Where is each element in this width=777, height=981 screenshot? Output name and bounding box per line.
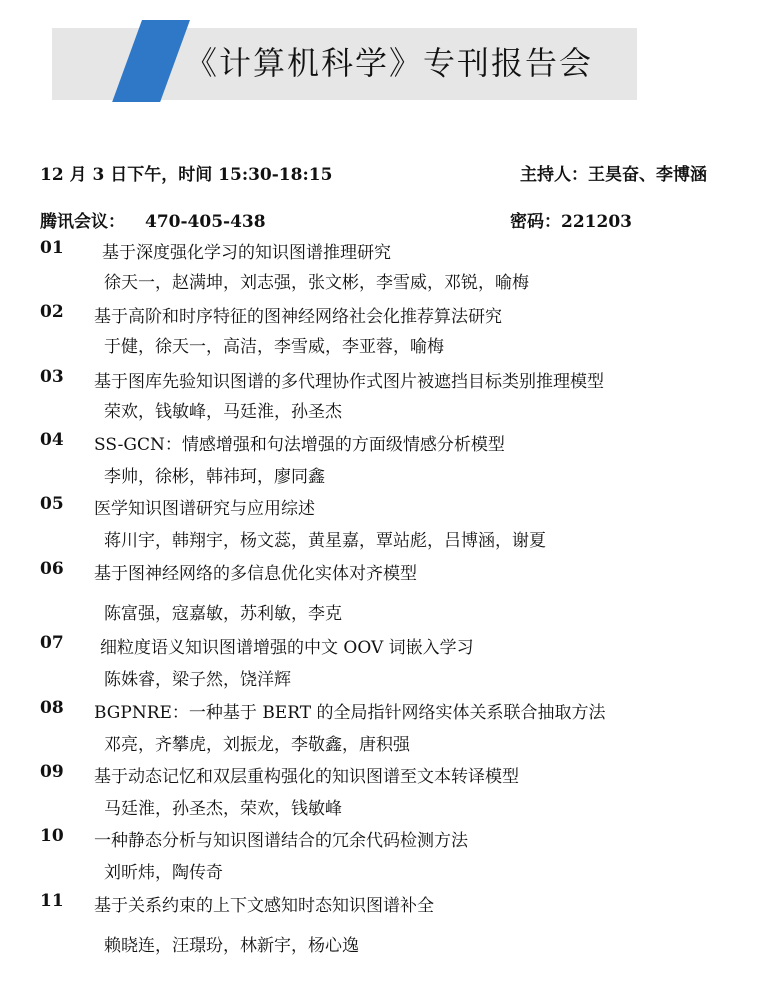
page-title: 《计算机科学》专刊报告会	[185, 44, 594, 82]
paper-number: 02	[40, 302, 64, 322]
session-host: 主持人：王昊奋、李博涵	[520, 165, 707, 185]
paper-title: 基于关系约束的上下文感知时态知识图谱补全	[94, 896, 434, 916]
paper-number: 07	[40, 633, 64, 653]
paper-title: 基于高阶和时序特征的图神经网络社会化推荐算法研究	[94, 307, 502, 327]
paper-number: 09	[40, 762, 64, 782]
paper-number: 05	[40, 494, 64, 514]
paper-authors: 刘昕炜，陶传奇	[104, 863, 223, 883]
password-value: 221203	[561, 212, 632, 232]
paper-title: 细粒度语义知识图谱增强的中文 OOV 词嵌入学习	[100, 638, 474, 658]
paper-number: 08	[40, 698, 64, 718]
meeting-label: 腾讯会议：	[40, 212, 125, 232]
paper-title: 基于图库先验知识图谱的多代理协作式图片被遮挡目标类别推理模型	[94, 372, 604, 392]
paper-number: 06	[40, 559, 64, 579]
paper-title: 医学知识图谱研究与应用综述	[94, 499, 315, 519]
paper-authors: 马廷淮，孙圣杰，荣欢，钱敏峰	[104, 799, 342, 819]
paper-title: BGPNRE：一种基于 BERT 的全局指针网络实体关系联合抽取方法	[94, 703, 606, 723]
paper-number: 04	[40, 430, 64, 450]
paper-title: 基于动态记忆和双层重构强化的知识图谱至文本转译模型	[94, 767, 519, 787]
paper-authors: 蒋川宇，韩翔宇，杨文蕊，黄星嘉，覃站彪，吕博涵，谢夏	[104, 531, 546, 551]
paper-authors: 陈姝睿，梁子然，饶洋辉	[104, 670, 291, 690]
session-datetime: 12 月 3 日下午，时间 15:30-18:15	[40, 165, 333, 185]
paper-authors: 徐天一，赵满坤，刘志强，张文彬，李雪威，邓锐，喻梅	[104, 273, 529, 293]
paper-title: 基于深度强化学习的知识图谱推理研究	[102, 243, 391, 263]
paper-number: 03	[40, 367, 64, 387]
paper-authors: 李帅，徐彬，韩祎珂，廖同鑫	[104, 467, 325, 487]
paper-authors: 荣欢，钱敏峰，马廷淮，孙圣杰	[104, 402, 342, 422]
paper-title: SS-GCN：情感增强和句法增强的方面级情感分析模型	[94, 435, 505, 455]
paper-authors: 陈富强，寇嘉敏，苏利敏，李克	[104, 604, 342, 624]
paper-authors: 于健，徐天一，高洁，李雪威，李亚蓉，喻梅	[104, 337, 444, 357]
paper-number: 11	[40, 891, 64, 911]
password-label: 密码：	[510, 212, 561, 232]
meeting-id: 470-405-438	[145, 212, 266, 232]
paper-authors: 赖晓连，汪璟玢，林新宇，杨心逸	[104, 936, 359, 956]
paper-number: 01	[40, 238, 64, 258]
password-info	[510, 207, 632, 232]
meeting-info	[40, 207, 266, 232]
paper-title: 一种静态分析与知识图谱结合的冗余代码检测方法	[94, 831, 468, 851]
paper-title: 基于图神经网络的多信息优化实体对齐模型	[94, 564, 417, 584]
paper-number: 10	[40, 826, 64, 846]
paper-authors: 邓亮，齐攀虎，刘振龙，李敬鑫，唐积强	[104, 735, 410, 755]
